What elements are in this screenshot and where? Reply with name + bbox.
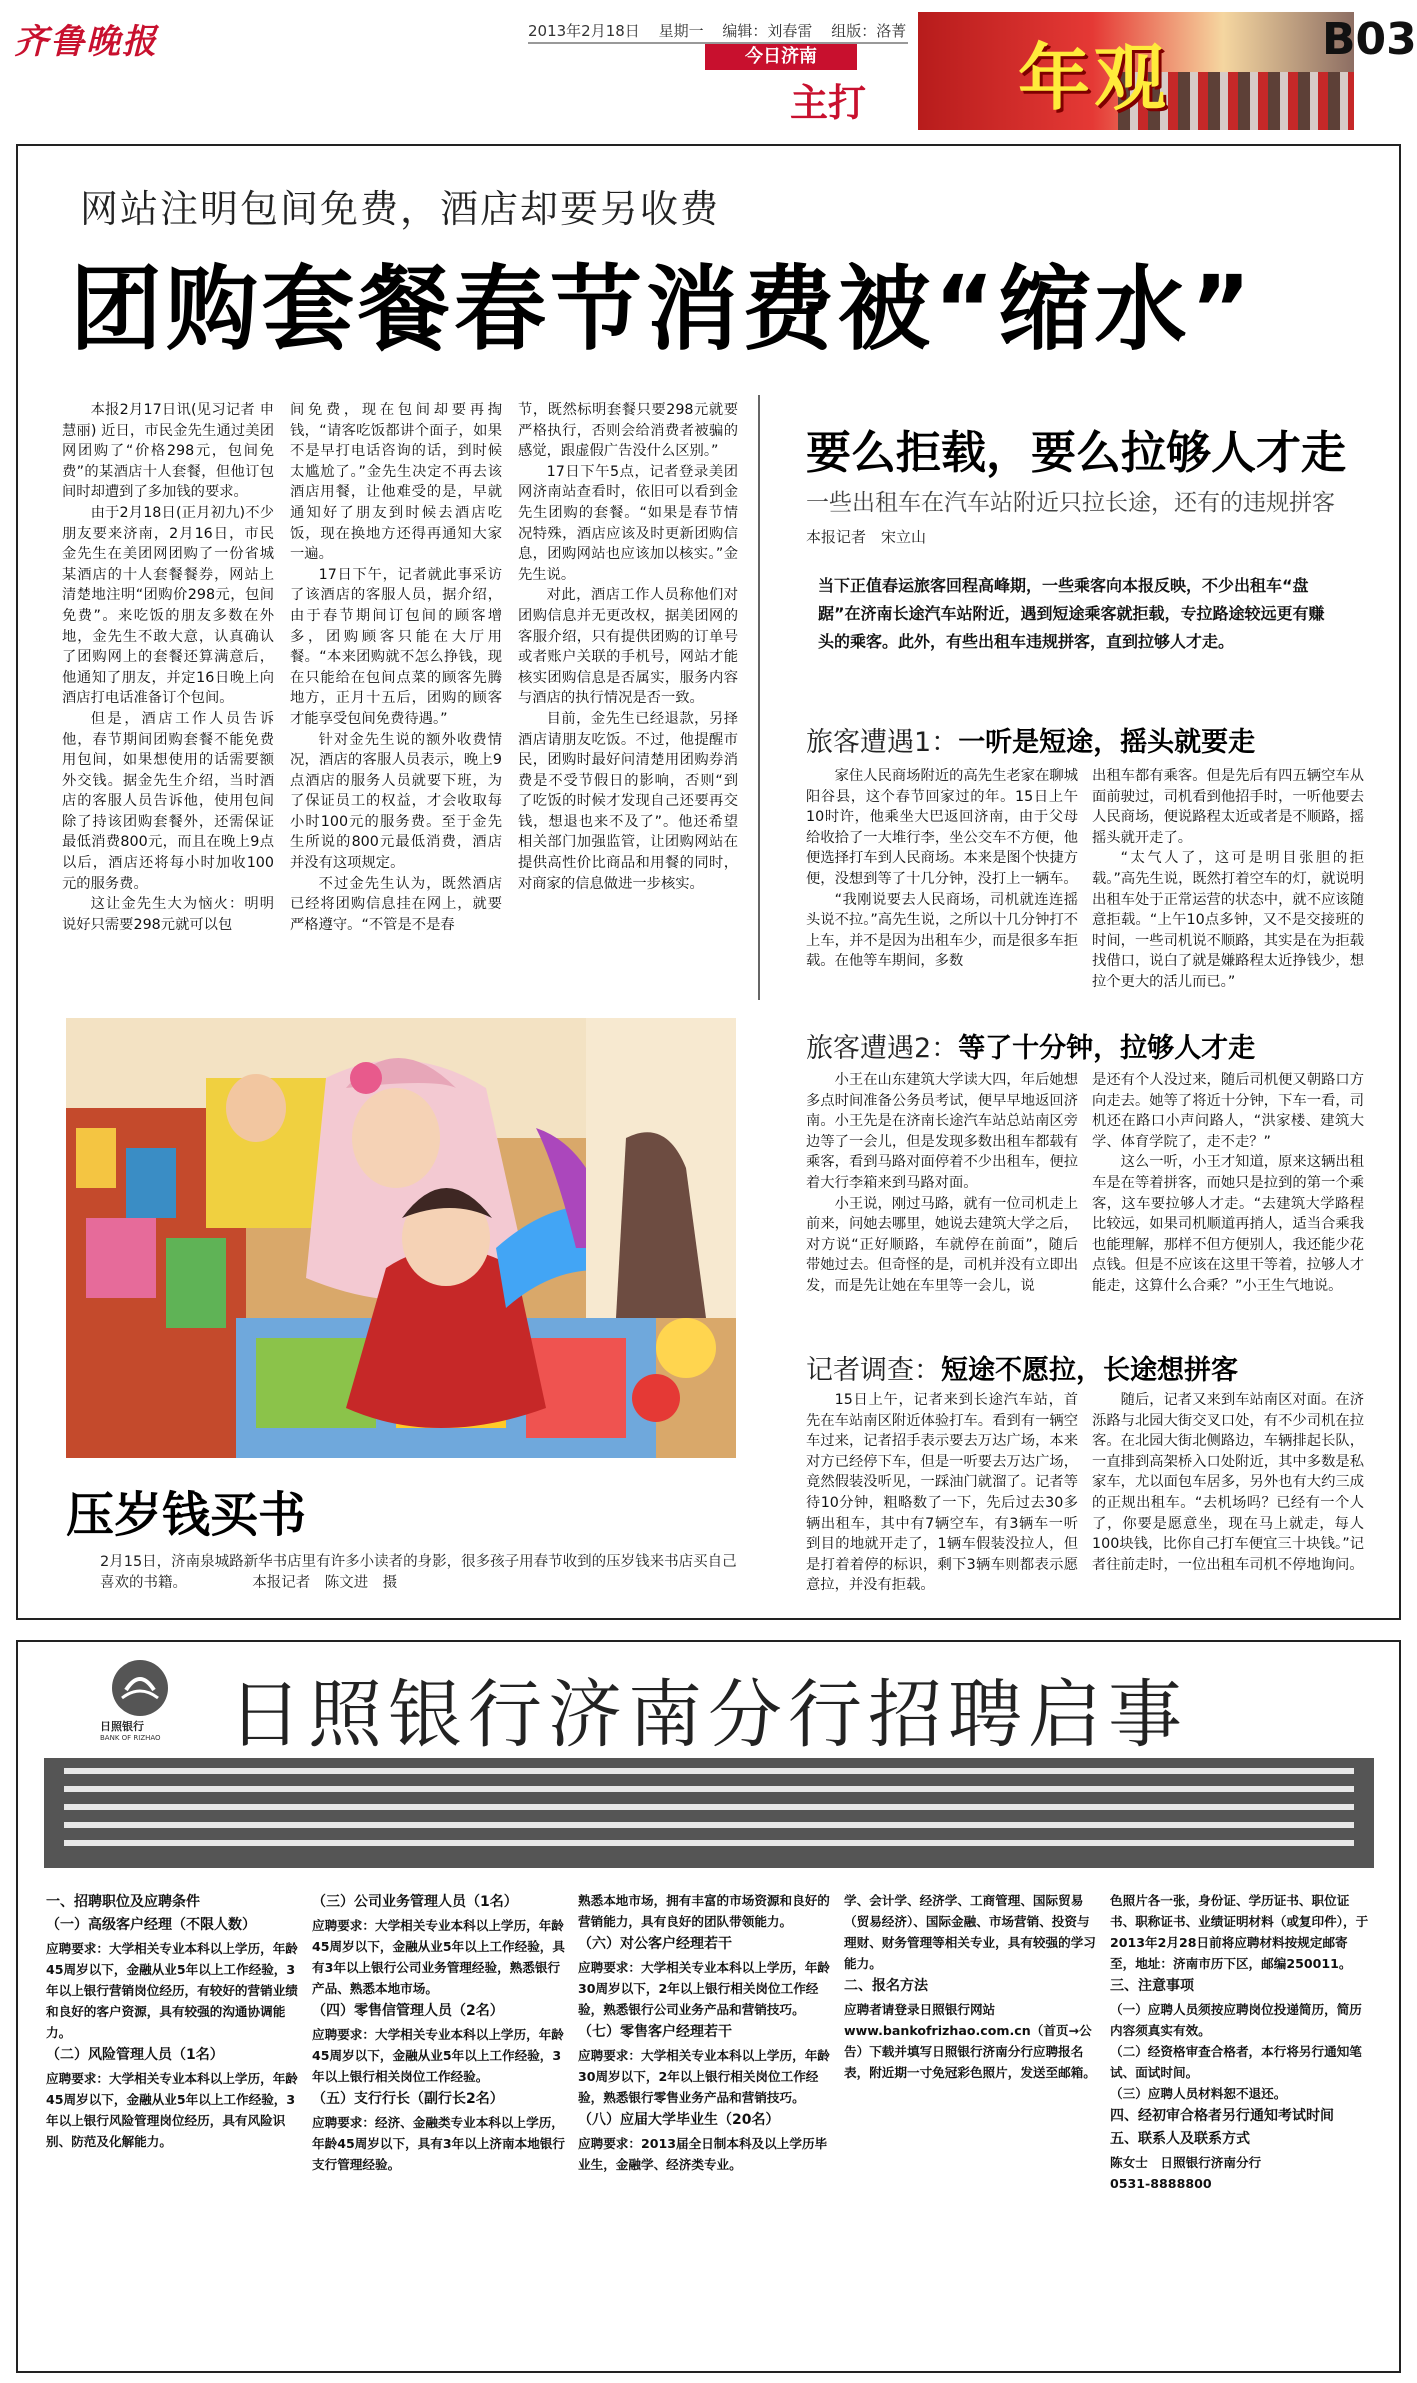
paragraph: 应聘者请登录日照银行网站 www.bankofrizhao.com.cn（首页→公告）下载并填写日照银行济南分行应聘报名表，附近期一寸免冠彩色照片，发送至邮箱。 — [844, 2002, 1096, 2080]
ad-subheading: （六）对公客户经理若干 — [578, 1936, 732, 1952]
bank-logo-english: BANK OF RIZHAO — [100, 1734, 161, 1742]
paragraph: 应聘要求：经济、金融类专业本科以上学历，年龄45周岁以下，具有3年以上济南本地银行支行管理经验。 — [312, 2115, 565, 2172]
taxi-section-2-col-a — [806, 1070, 1078, 1322]
paragraph: 17日下午5点，记者登录美团网济南站查看时，依旧可以看到金先生团购的套餐。“如果是春节情况特殊，酒店应该及时更新团购信息，团购网站也应该加以核实。”金先生说。 — [518, 463, 738, 583]
ad-section-heading: 一、招聘职位及应聘条件 — [46, 1894, 200, 1910]
paragraph: （一）应聘人员须按应聘岗位投递简历，简历内容须真实有效。 — [1110, 2002, 1362, 2038]
ad-contact: 陈女士 日照银行济南分行 — [1110, 2155, 1262, 2170]
paragraph: 17日下午，记者就此事采访了该酒店的客服人员，据介绍，由于春节期间订包间的顾客增多，团购顾客只能在大厅用餐。“本来团购就不怎么挣钱，现在只能给在包间点菜的顾客先腾地方，正月十五后，团购的顾客才能享受包间免费待遇。” — [290, 566, 502, 727]
section-theme: 主打 — [790, 81, 867, 125]
issue-weekday: 星期一 — [658, 22, 704, 40]
main-story-column-1 — [62, 400, 274, 990]
paragraph: “太气人了，这可是明目张胆的拒载。”高先生说，既然打着空车的灯，就说明出租车处于正常运营的状态中，就不应该随意拒载。“上午10点多钟，又不是交接班的时间，一些司机说不顺路，其实是在为拒载找借口，说白了就是嫌路程太近挣钱少，想拉个更大的活儿而已。” — [1092, 850, 1364, 990]
ad-subheading: （四）零售信管理人员（2名） — [312, 2003, 504, 2019]
paragraph: 熟悉本地市场，拥有丰富的市场资源和良好的营销能力，具有良好的团队带领能力。 — [578, 1893, 830, 1929]
taxi-subheadline: 一些出租车在汽车站附近只拉长途，还有的违规拼客 — [806, 490, 1335, 516]
paragraph: 应聘要求：大学相关专业本科以上学历，年龄45周岁以下，金融从业5年以上工作经验，具有3年以上银行公司业务管理经验，熟悉银行产品、熟悉本地市场。 — [312, 1918, 565, 1996]
taxi-lead: 当下正值春运旅客回程高峰期，一些乘客向本报反映，不少出租车“盘踞”在济南长途汽车站附近，遇到短途乘客就拒载，专拉路途较远更有赚头的乘客。此外，有些出租车违规拼客，直到拉够人才走。 — [818, 576, 1325, 651]
taxi-byline: 本报记者 宋立山 — [806, 528, 927, 546]
photo-caption: 2月15日，济南泉城路新华书店里有许多小读者的身影，很多孩子用春节收到的压岁钱来书店买自己喜欢的书籍。 本报记者 陈文进 摄 — [100, 1554, 737, 1591]
issue-editor: 编辑：刘春雷 — [722, 22, 813, 40]
main-subheadline: 网站注明包间免费，酒店却要另收费 — [80, 187, 721, 231]
paragraph: 家住人民商场附近的高先生老家在聊城阳谷县，这个春节回家过的年。15日上午10时许，他乘坐大巴返回济南，由于父母给收拾了一大堆行李，坐公交车不方便，他便选择打车到人民商场。本来是图个快捷方便，没想到等了十几分钟，没打上一辆车。 — [806, 768, 1078, 887]
paragraph: 针对金先生说的额外收费情况，酒店的客服人员表示，晚上9点酒店的服务人员就要下班，为了保证员工的权益，才会收取每小时100元的服务费。至于金先生所说的800元最低消费，酒店并没有这项规定。 — [290, 731, 502, 872]
page-number: B03 — [1322, 14, 1417, 65]
bookstore-photo-art — [66, 1018, 736, 1458]
ad-column-3 — [578, 1890, 834, 2360]
paragraph: 由于2月18日(正月初九)不少朋友要来济南，2月16日，市民金先生在美团网团购了一份省城某酒店的十人套餐餐券，网站上清楚地注明“团购价298元，包间免费”。来吃饭的朋友多数在外地，金先生不敢大意，认真确认了团购网上的套餐还算满意后，他通知了朋友，并定16日晚上向酒店打电话准备订个包间。 — [62, 504, 274, 707]
taxi-section-1-col-a — [806, 766, 1078, 998]
ad-column-1 — [46, 1890, 302, 2360]
ad-section-heading: 二、报名方法 — [844, 1978, 928, 1994]
paragraph: 小王说，刚过马路，就有一位司机走上前来，问她去哪里，她说去建筑大学之后，对方说“正好顺路，车就停在前面”，随后带她过去。但奇怪的是，司机并没有立即出发，而是先让她在车里等一会儿，说 — [806, 1195, 1078, 1294]
photo-caption-title: 压岁钱买书 — [66, 1487, 307, 1543]
paragraph: 15日上午，记者来到长途汽车站，首先在车站南区附近体验打车。看到有一辆空车过来，记者招手表示要去万达广场，本来对方已经停下车，但是一听要去万达广场，竟然假装没听见，一踩油门就溜了。记者等待10分钟，粗略数了一下，先后过去30多辆出租车，其中有7辆空车，有3辆车一听到目的地就开走了，1辆车假装没拉人，但是打着着停的标识，剩下3辆车则都表示愿意拉，并没有拒载。 — [806, 1392, 1078, 1594]
ad-intro-lines — [64, 1768, 1354, 1858]
paragraph: 间免费，现在包间却要再掏钱，“请客吃饭都讲个面子，如果不是早打电话咨询的话，到时候太尴尬了。”金先生决定不再去该酒店用餐，让他难受的是，早就通知好了朋友到时候去酒店吃饭，现在换地方还得再通知大家一遍。 — [290, 402, 502, 563]
section-title: 等了十分钟，拉够人才走 — [958, 1033, 1256, 1064]
ad-column-2 — [312, 1890, 568, 2360]
taxi-headline: 要么拒载，要么拉够人才走 — [806, 426, 1347, 479]
taxi-section-3-col-b — [1092, 1390, 1364, 1606]
paragraph: 应聘要求：大学相关专业本科以上学历，年龄45周岁以下，金融从业5年以上工作经验，3年以上银行营销岗位经历，有较好的营销业绩和良好的客户资源，具有较强的沟通协调能力。 — [46, 1941, 298, 2040]
issue-layout: 组版：洛菁 — [831, 22, 907, 40]
paragraph: 这么一听，小王才知道，原来这辆出租车是在等着拼客，而她只是拉到的第一个乘客，这车要拉够人才走。“去建筑大学路程比较远，如果司机顺道再捎人，适当合乘我也能理解，那样不但方便别人，我还能少花点钱。但是不应该在这里干等着，拉够人才能走，这算什么合乘？”小王生气地说。 — [1092, 1154, 1364, 1294]
column-divider — [758, 395, 760, 1000]
paragraph: 应聘要求：大学相关专业本科以上学历，年龄30周岁以下，2年以上银行相关岗位工作经验，熟悉银行公司业务产品和营销技巧。 — [578, 1960, 830, 2017]
section-tag: 今日济南 — [705, 44, 857, 70]
masthead — [0, 0, 1417, 130]
ad-section-heading: 五、联系人及联系方式 — [1110, 2131, 1250, 2147]
paragraph: 本报2月17日讯(见习记者 申慧丽) 近日，市民金先生通过美团网团购了“价格298元，包间免费”的某酒店十人套餐，但他订包间时却遭到了多加钱的要求。 — [62, 402, 274, 501]
bookstore-photo — [66, 1018, 736, 1458]
section-title: 一听是短途，摇头就要走 — [958, 727, 1256, 758]
bank-logo-icon — [112, 1660, 168, 1716]
section-banner — [918, 12, 1354, 130]
taxi-section-1-col-b — [1092, 766, 1364, 998]
banner-title: 年观 — [1018, 35, 1171, 120]
paragraph: （二）经资格审查合格者，本行将另行通知笔试、面试时间。 — [1110, 2044, 1362, 2080]
ad-column-4 — [844, 1890, 1100, 2360]
bank-logo-mark — [112, 1660, 168, 1716]
paragraph: 这让金先生大为恼火：明明说好只需要298元就可以包 — [62, 896, 274, 933]
ad-column-5 — [1110, 1890, 1372, 2360]
paragraph: 不过金先生认为，既然酒店已经将团购信息挂在网上，就要严格遵守。“不管是不是春 — [290, 875, 502, 933]
paragraph: 是还有个人没过来，随后司机便又朝路口方向走去。她等了将近十分钟，下车一看，司机还在路口小声问路人，“洪家楼、建筑大学、体育学院了，走不走？” — [1092, 1072, 1364, 1150]
paragraph: 学、会计学、经济学、工商管理、国际贸易（贸易经济）、国际金融、市场营销、投资与理财、财务管理等相关专业，具有较强的学习能力。 — [844, 1893, 1096, 1971]
taxi-section-2-heading — [806, 1026, 1255, 1065]
section-label: 旅客遭遇1： — [806, 727, 959, 758]
paragraph: 但是，酒店工作人员告诉他，春节期间团购套餐不能免费用包间，如果想使用的话需要额外交钱。据金先生介绍，当时酒店的客服人员告诉他，使用包间除了持该团购套餐外，还需保证最低消费800元，而且在晚上9点以后，酒店还将每小时加收100元的服务费。 — [62, 710, 274, 892]
section-label: 记者调查： — [806, 1355, 941, 1386]
main-story-column-2 — [290, 400, 502, 990]
paragraph: 出租车都有乘客。但是先后有四五辆空车从面前驶过，司机看到他招手时，一听他要去人民商场，便说路程太近或者是不顺路，摇摇头就开走了。 — [1092, 768, 1364, 846]
ad-subheading: （二）风险管理人员（1名） — [46, 2047, 224, 2063]
ad-subheading: （一）高级客户经理（不限人数） — [46, 1917, 256, 1933]
ad-section-heading: 三、注意事项 — [1110, 1978, 1194, 1994]
ad-subheading: （七）零售客户经理若干 — [578, 2024, 732, 2040]
ad-subheading: （三）公司业务管理人员（1名） — [312, 1894, 518, 1910]
recruitment-ad-title: 日照银行济南分行招聘启事 — [228, 1672, 1188, 1758]
taxi-section-3-col-a — [806, 1390, 1078, 1606]
taxi-section-3-heading — [806, 1348, 1238, 1387]
bank-logo-text: 日照银行 — [100, 1720, 144, 1733]
paragraph: 色照片各一张，身份证、学历证书、职位证书、职称证书、业绩证明材料（或复印件），于2013年2月28日前将应聘材料按规定邮寄至，地址：济南市历下区，邮编250011。 — [1110, 1893, 1369, 1971]
main-story-column-3 — [518, 400, 738, 990]
paragraph: 应聘要求：大学相关专业本科以上学历，年龄45周岁以下，金融从业5年以上工作经验，3年以上银行相关岗位工作经验。 — [312, 2027, 564, 2084]
paragraph: 应聘要求：大学相关专业本科以上学历，年龄45周岁以下，金融从业5年以上工作经验，3年以上银行风险管理岗位经历，具有风险识别、防范及化解能力。 — [46, 2071, 298, 2149]
main-headline: 团购套餐春节消费被“缩水” — [70, 256, 1255, 363]
ad-section-heading: 四、经初审合格者另行通知考试时间 — [1110, 2108, 1334, 2124]
issue-date: 2013年2月18日 — [528, 22, 640, 40]
paragraph: 小王在山东建筑大学读大四，年后她想多点时间准备公务员考试，便早早地返回济南。小王先是在济南长途汽车站总站南区旁边等了一会儿，但是发现多数出租车都载有乘客，看到马路对面停着不少出租车，便拉着大行李箱来到马路对面。 — [806, 1072, 1078, 1191]
ad-subheading: （五）支行行长（副行长2名） — [312, 2091, 504, 2107]
paper-name: 齐鲁晚报 — [14, 22, 158, 62]
paragraph: 应聘要求：大学相关专业本科以上学历，年龄30周岁以下，2年以上银行相关岗位工作经验，熟悉银行零售业务产品和营销技巧。 — [578, 2048, 830, 2105]
ad-intro-block — [44, 1758, 1374, 1868]
section-label: 旅客遭遇2： — [806, 1033, 959, 1064]
paragraph: “我刚说要去人民商场，司机就连连摇头说不拉。”高先生说，之所以十几分钟打不上车，并不是因为出租车少，而是很多车拒载。在他等车期间，多数 — [806, 891, 1078, 970]
paragraph: 节，既然标明套餐只要298元就要严格执行，否则会给消费者被骗的感觉，跟虚假广告没什么区别。” — [518, 402, 738, 460]
paragraph: 随后，记者又来到车站南区对面。在济泺路与北园大街交叉口处，有不少司机在拉客。在北园大街北侧路边，车辆排起长队，一直排到高架桥入口处附近，其中多数是私家车，尤以面包车居多，另外也有大约三成的正规出租车。“去机场吗？已经有一个人了，你要是愿意坐，现在马上就走，每人100块钱，比你自己打车便宜三十块钱。”记者往前走时，一位出租车司机不停地询问。 — [1092, 1392, 1364, 1573]
paragraph: 应聘要求：2013届全日制本科及以上学历毕业生，金融学、经济类专业。 — [578, 2136, 828, 2172]
ad-phone: 0531-8888800 — [1110, 2176, 1212, 2191]
taxi-section-2-col-b — [1092, 1070, 1364, 1322]
paragraph: 对此，酒店工作人员称他们对团购信息并无更改权，据美团网的客服介绍，只有提供团购的订单号或者账户关联的手机号，网站才能核实团购信息是否属实，服务内容与酒店的执行情况是否一致。 — [518, 587, 738, 707]
paragraph: （三）应聘人员材料恕不退还。 — [1110, 2086, 1287, 2101]
ad-subheading: （八）应届大学毕业生（20名） — [578, 2112, 780, 2128]
section-title: 短途不愿拉，长途想拼客 — [941, 1355, 1238, 1386]
paragraph: 目前，金先生已经退款，另择酒店请朋友吃饭。不过，他提醒市民，团购时最好问清楚用团购券消费是不受节假日的影响，否则“到了吃饭的时候才发现自己还要再交钱，想退也来不及了”。他还希望相关部门加强监管，让团购网站在提供高性价比商品和用餐的同时，对商家的信息做进一步核实。 — [518, 710, 738, 892]
issue-meta — [528, 20, 920, 41]
taxi-section-1-heading — [806, 720, 1255, 759]
